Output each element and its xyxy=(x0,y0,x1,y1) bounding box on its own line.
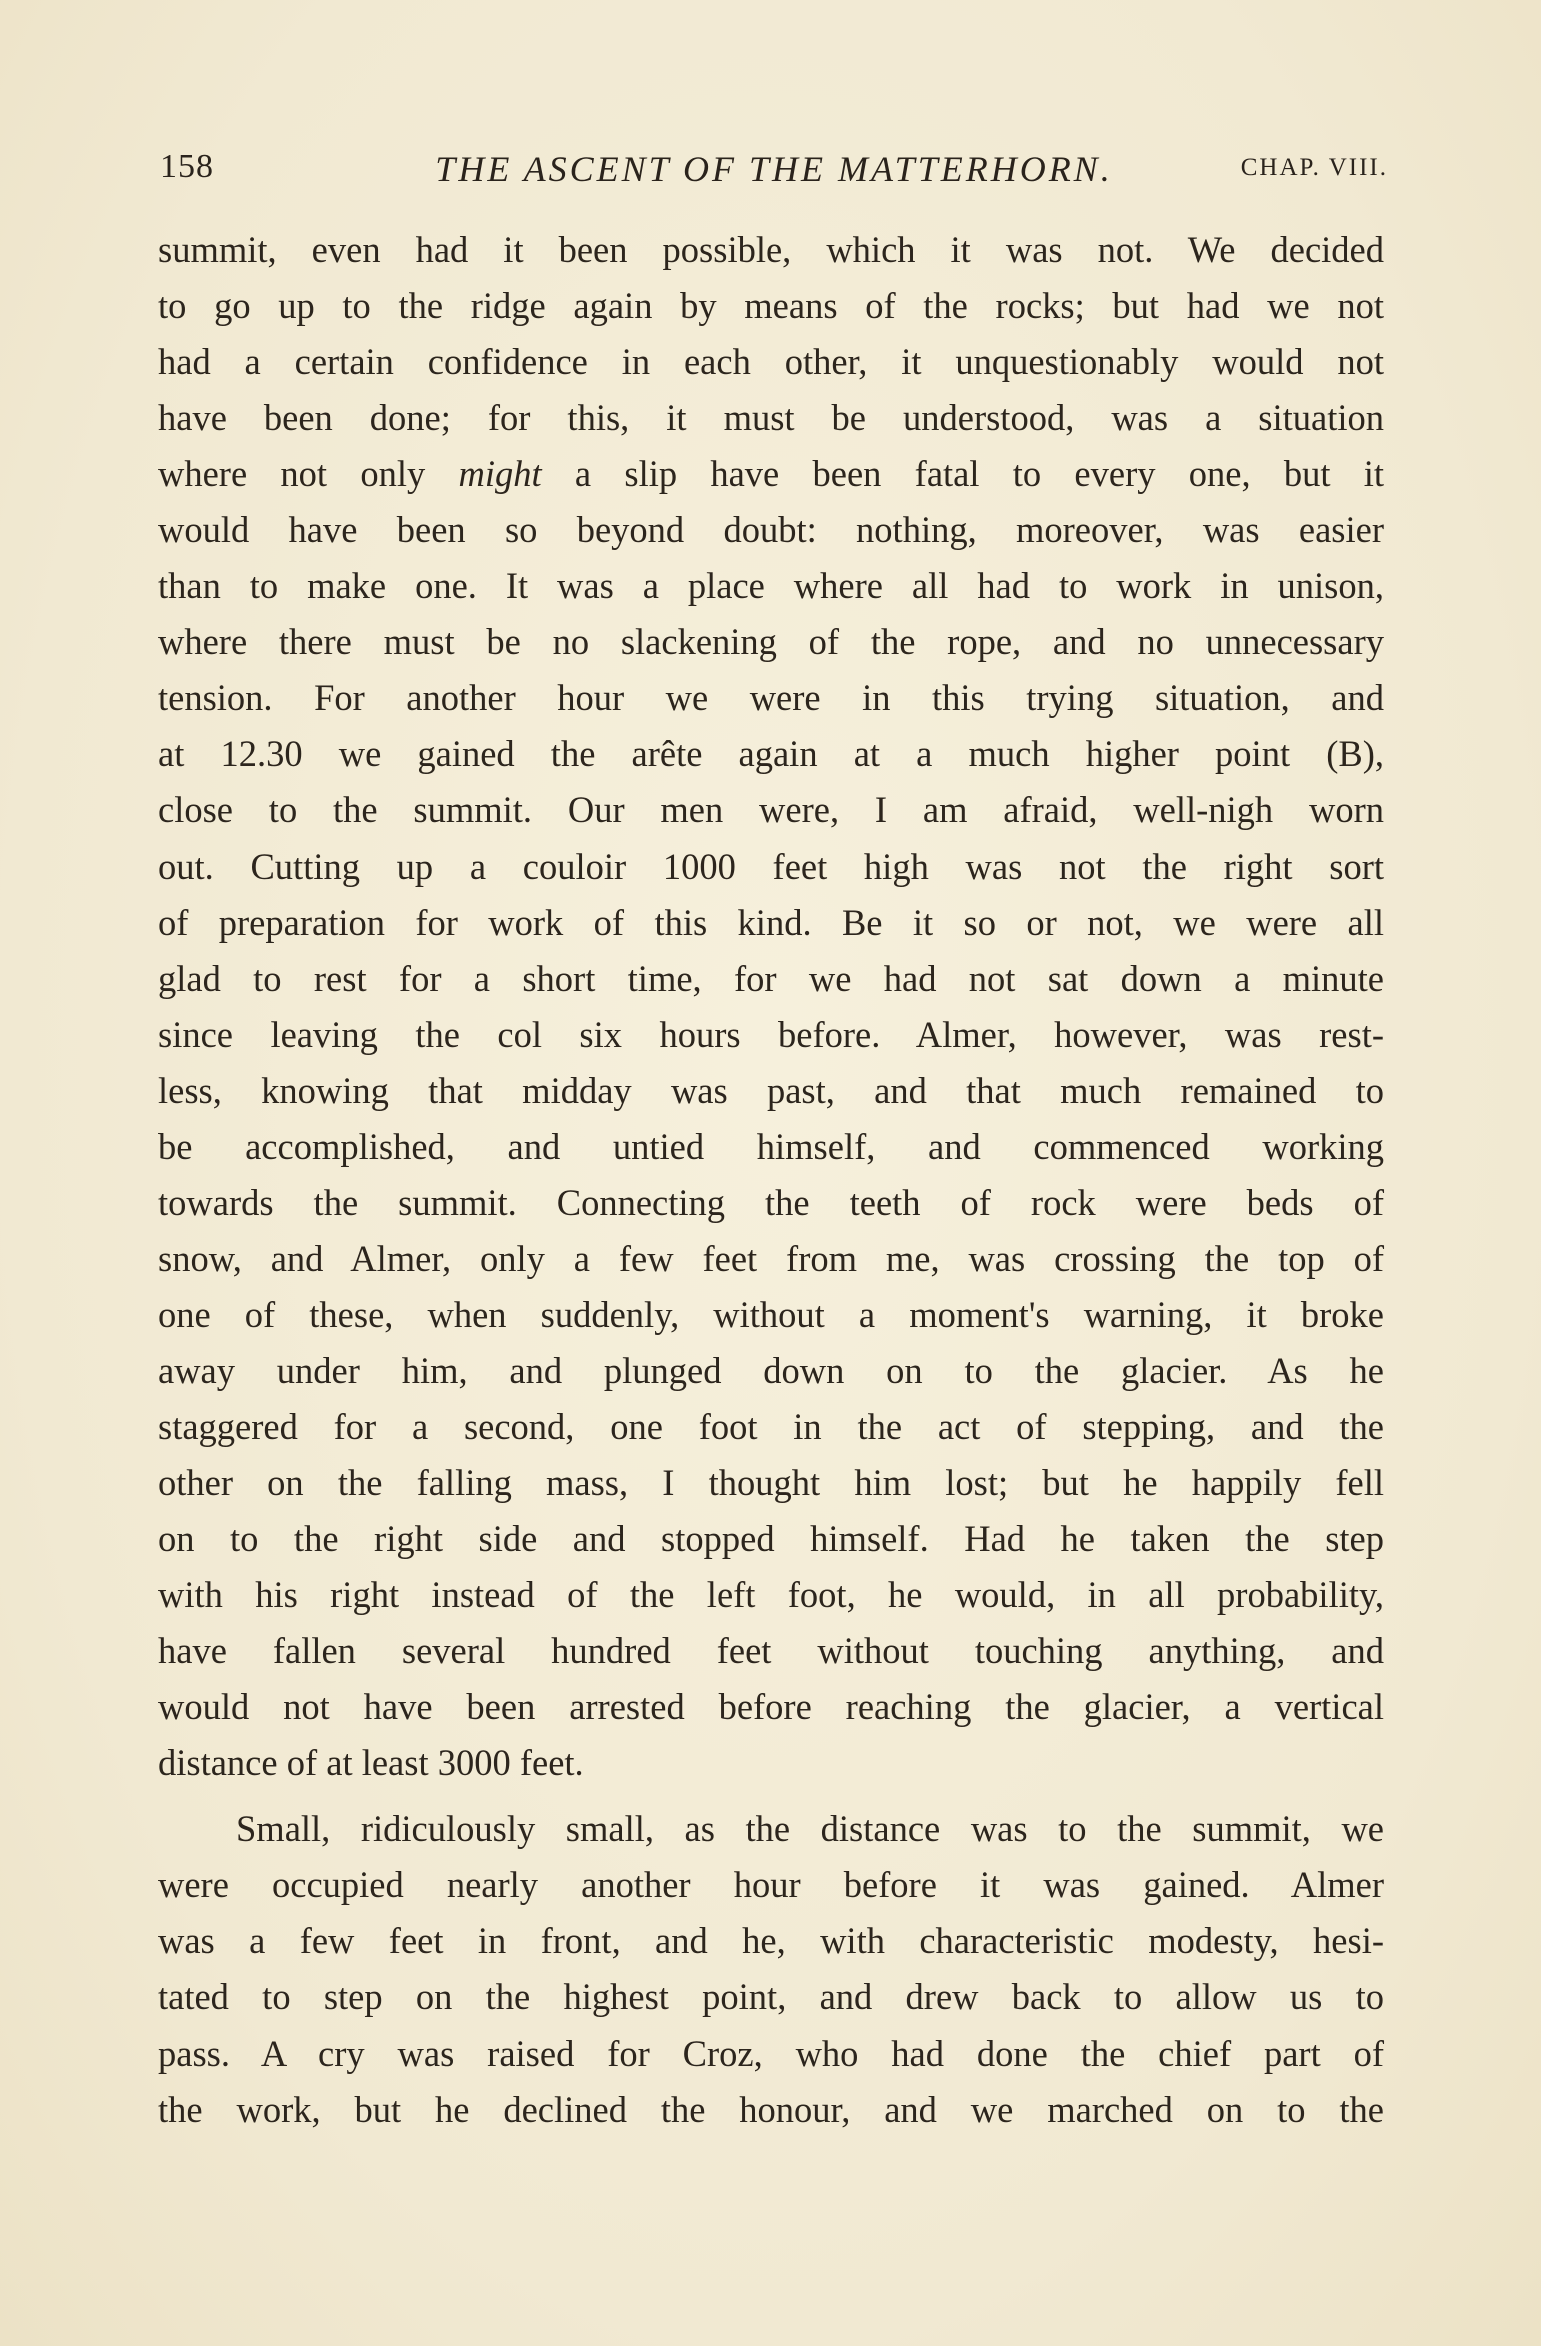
text-segment: a slip have been fatal to every one, but it xyxy=(574,453,1385,495)
text-line: towards the summit. Connecting the teeth of rock were beds of xyxy=(158,1181,1384,1223)
text-line: with his right instead of the left foot, he would, in all probability, xyxy=(158,1574,1384,1616)
text-line: where there must be no slackening of the rope, and no unnecessary xyxy=(158,621,1384,663)
text-line: have fallen several hundred feet without touching anything, and xyxy=(158,1630,1384,1672)
text-line: other on the falling mass, I thought him lost; but he happily fell xyxy=(158,1462,1384,1504)
italic-emphasis: might xyxy=(458,453,542,495)
page-number: 158 xyxy=(160,148,214,185)
text-line: than to make one. It was a place where all had to work in unison, xyxy=(158,565,1384,607)
text-line: close to the summit. Our men were, I am afraid, well-nigh worn xyxy=(158,789,1384,831)
paragraph-gap xyxy=(158,1791,1384,1801)
text-line: snow, and Almer, only a few feet from me, was crossing the top of xyxy=(158,1237,1384,1279)
page-header xyxy=(160,148,1388,198)
text-line: to go up to the ridge again by means of the rocks; but had we not xyxy=(158,285,1384,327)
text-segment: where not only xyxy=(158,453,426,495)
text-line: would have been so beyond doubt: nothing, moreover, was easier xyxy=(158,509,1384,551)
text-line: one of these, when suddenly, without a moment's warning, it broke xyxy=(158,1293,1384,1335)
text-line: since leaving the col six hours before. Almer, however, was rest- xyxy=(158,1013,1384,1055)
text-line: had a certain confidence in each other, it unquestionably would not xyxy=(158,341,1384,383)
running-title: THE ASCENT OF THE MATTERHORN. xyxy=(435,149,1113,189)
text-line: was a few feet in front, and he, with characteristic modesty, hesi- xyxy=(158,1920,1384,1962)
text-line: away under him, and plunged down on to the glacier. As he xyxy=(158,1349,1384,1391)
chapter-reference: CHAP. VIII. xyxy=(1240,154,1388,181)
text-line: summit, even had it been possible, which it was not. We decided xyxy=(158,229,1384,270)
text-line: at 12.30 we gained the arête again at a much higher point (B), xyxy=(158,733,1384,775)
text-line: on to the right side and stopped himself. Had he taken the step xyxy=(158,1518,1384,1560)
text-line: tension. For another hour we were in this trying situation, and xyxy=(158,677,1384,719)
text-line: the work, but he declined the honour, and we marched on to the xyxy=(158,2088,1384,2130)
paragraph-2 xyxy=(158,1801,1384,2137)
paragraph-1 xyxy=(158,222,1384,1791)
text-line: glad to rest for a short time, for we had not sat down a minute xyxy=(158,957,1384,999)
text-line: out. Cutting up a couloir 1000 feet high was not the right sort xyxy=(158,845,1384,887)
text-line: be accomplished, and untied himself, and commenced working xyxy=(158,1125,1384,1167)
text-line: have been done; for this, it must be understood, was a situation xyxy=(158,397,1384,439)
text-line: staggered for a second, one foot in the act of stepping, and the xyxy=(158,1405,1384,1447)
text-line: Small, ridiculously small, as the distance was to the summit, we xyxy=(236,1808,1384,1850)
text-line: distance of at least 3000 feet. xyxy=(158,1742,584,1784)
text-line: tated to step on the highest point, and drew back to allow us to xyxy=(158,1976,1384,2018)
text-line: pass. A cry was raised for Croz, who had done the chief part of xyxy=(158,2032,1384,2074)
text-line: less, knowing that midday was past, and that much remained to xyxy=(158,1069,1384,1111)
text-line: would not have been arrested before reaching the glacier, a vertical xyxy=(158,1686,1384,1728)
text-line: of preparation for work of this kind. Be it so or not, we were all xyxy=(158,901,1384,943)
text-line: were occupied nearly another hour before it was gained. Almer xyxy=(158,1864,1384,1906)
page-body xyxy=(158,222,1384,2138)
text-line xyxy=(158,446,1384,502)
